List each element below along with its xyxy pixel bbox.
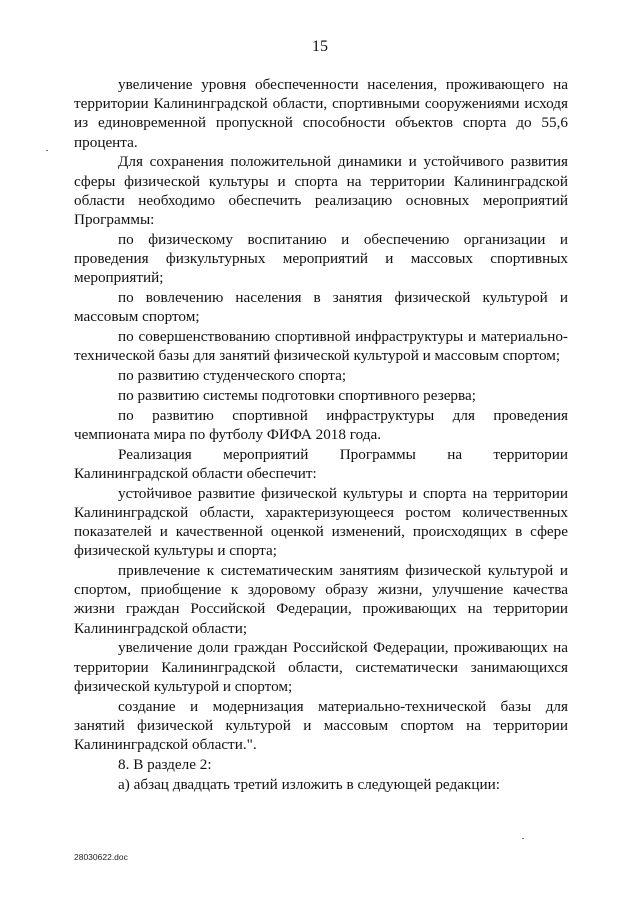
page-number: 15 [312, 38, 328, 55]
document-body [74, 75, 568, 794]
scan-speck [522, 838, 524, 839]
paragraph: 8. В разделе 2: [118, 755, 212, 773]
scan-speck [46, 150, 48, 151]
paragraph: по развитию системы подготовки спортивного резерва; [118, 386, 476, 404]
paragraph: а) абзац двадцать третий изложить в следующей редакции: [118, 775, 500, 793]
paragraph: по развитию студенческого спорта; [118, 367, 347, 385]
paragraph: по совершенствованию спортивной инфраструктуры и материально-технической базы для занятий физической культурой и массовым спортом; [74, 328, 568, 365]
paragraph: увеличение уровня обеспеченности населения, проживающего на территории Калининградской области, спортивными сооружениями исходя из единовременной пропускной способности объектов спорта до 55,6 процента. [74, 76, 568, 151]
footer-filename: 28030622.doc [74, 852, 128, 862]
paragraph: по физическому воспитанию и обеспечению организации и проведения физкультурных мероприятий и массовых спортивных мероприятий; [74, 230, 568, 287]
paragraph: создание и модернизация материально-технической базы для занятий физической культурой и массовым спортом на территории Калининградской области.". [74, 697, 568, 754]
paragraph: Реализация мероприятий Программы на территории Калининградской области обеспечит: [74, 445, 568, 482]
paragraph: устойчивое развитие физической культуры и спорта на территории Калининградской области, характеризующееся ростом количественных показателей и качественной оценкой изменений, происходящих в сфере физической культуры и спорта; [74, 484, 568, 560]
paragraph: по развитию спортивной инфраструктуры для проведения чемпионата мира по футболу ФИФА 2018 года. [74, 406, 568, 443]
paragraph: увеличение доли граждан Российской Федерации, проживающих на территории Калининградской области, систематически занимающихся физической культурой и спортом; [74, 639, 568, 695]
paragraph: по вовлечению населения в занятия физической культурой и массовым спортом; [74, 289, 568, 326]
paragraph: Для сохранения положительной динамики и устойчивого развития сферы физической культуры и спорта на территории Калининградской области необходимо обеспечить реализацию основных мероприятий Программы: [74, 153, 568, 229]
paragraph: привлечение к систематическим занятиям физической культурой и спортом, приобщение к здоровому образу жизни, улучшение качества жизни граждан Российской Федерации, проживающих на территории Калининградской области; [74, 562, 568, 637]
